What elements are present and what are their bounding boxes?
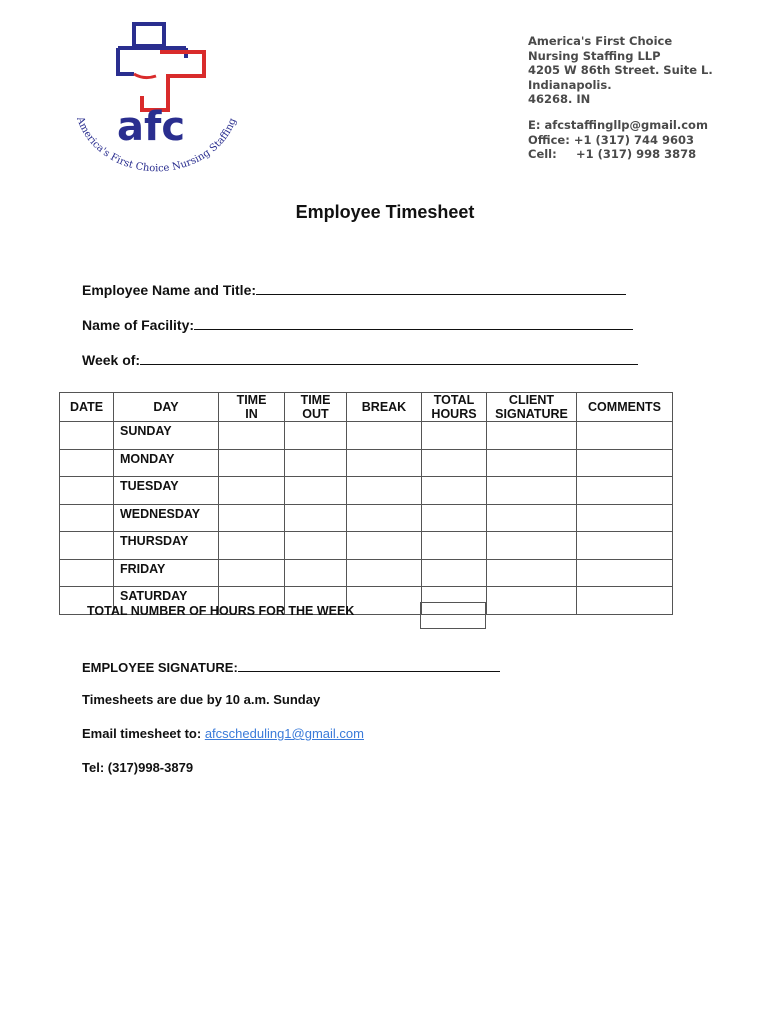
comments-cell[interactable] (577, 449, 673, 477)
scheduling-email-link[interactable]: afcscheduling1@gmail.com (204, 726, 364, 741)
client-signature-cell[interactable] (487, 587, 577, 615)
due-note: Timesheets are due by 10 a.m. Sunday (82, 692, 321, 707)
table-row (60, 477, 673, 505)
client-signature-cell[interactable] (487, 477, 577, 505)
date-cell[interactable] (60, 422, 114, 450)
day-cell: FRIDAY (114, 559, 219, 587)
client-signature-cell[interactable] (487, 504, 577, 532)
week-field[interactable] (82, 351, 638, 368)
comments-cell[interactable] (577, 587, 673, 615)
break-cell[interactable] (347, 449, 422, 477)
address-line: Nursing Staffing LLP (528, 48, 661, 63)
header-break: BREAK (347, 393, 422, 422)
time-in-cell[interactable] (219, 532, 285, 560)
time-in-cell[interactable] (219, 422, 285, 450)
client-signature-cell[interactable] (487, 422, 577, 450)
header-date: DATE (60, 393, 114, 422)
facility-line[interactable] (194, 316, 633, 330)
total-hours-cell[interactable] (422, 504, 487, 532)
date-cell[interactable] (60, 449, 114, 477)
email-line: E: afcstaffingllp@gmail.com (528, 118, 708, 132)
header-time-in: TIME IN (219, 393, 285, 422)
week-line[interactable] (140, 351, 638, 365)
facility-label: Name of Facility: (82, 317, 195, 333)
employee-signature-label: EMPLOYEE SIGNATURE: (82, 660, 238, 675)
address-line: Indianapolis. (528, 77, 612, 92)
table-row (60, 449, 673, 477)
date-cell[interactable] (60, 477, 114, 505)
address-line: 46268. IN (528, 92, 591, 107)
client-signature-cell[interactable] (487, 559, 577, 587)
table-header-row (60, 393, 673, 422)
time-out-cell[interactable] (285, 532, 347, 560)
table-row (60, 559, 673, 587)
comments-cell[interactable] (577, 504, 673, 532)
day-cell: THURSDAY (114, 532, 219, 560)
company-contact (528, 118, 708, 162)
header-day: DAY (114, 393, 219, 422)
employee-signature-field[interactable] (82, 658, 500, 675)
email-instruction (82, 726, 364, 741)
logo-arc-text: America's First Choice Nursing Staffing (74, 115, 239, 175)
cell-value: +1 (317) 998 3878 (576, 147, 697, 162)
day-cell: TUESDAY (114, 477, 219, 505)
time-out-cell[interactable] (285, 422, 347, 450)
total-hours-cell[interactable] (422, 449, 487, 477)
address-line: 4205 W 86th Street. Suite L. (528, 63, 713, 78)
table-row (60, 422, 673, 450)
break-cell[interactable] (347, 587, 422, 615)
time-in-cell[interactable] (219, 449, 285, 477)
comments-cell[interactable] (577, 532, 673, 560)
date-cell[interactable] (60, 559, 114, 587)
table-row (60, 504, 673, 532)
employee-name-field[interactable] (82, 281, 626, 298)
header-comments: COMMENTS (577, 393, 673, 422)
timesheet-table (59, 392, 673, 615)
time-out-cell[interactable] (285, 559, 347, 587)
telephone: Tel: (317)998-3879 (82, 760, 194, 775)
comments-cell[interactable] (577, 559, 673, 587)
total-hours-cell[interactable] (422, 559, 487, 587)
break-cell[interactable] (347, 559, 422, 587)
employee-signature-line[interactable] (238, 658, 500, 672)
header-client-signature: CLIENT SIGNATURE (487, 393, 577, 422)
page-title: Employee Timesheet (295, 202, 475, 222)
break-cell[interactable] (347, 477, 422, 505)
office-line: Office: +1 (317) 744 9603 (528, 132, 694, 147)
employee-name-line[interactable] (256, 281, 626, 295)
date-cell[interactable] (60, 532, 114, 560)
day-cell: MONDAY (114, 449, 219, 477)
time-out-cell[interactable] (285, 477, 347, 505)
break-cell[interactable] (347, 504, 422, 532)
total-hours-box[interactable] (420, 602, 486, 629)
client-signature-cell[interactable] (487, 532, 577, 560)
total-hours-cell[interactable] (422, 422, 487, 450)
facility-field[interactable] (82, 316, 633, 333)
day-cell: SUNDAY (114, 422, 219, 450)
company-logo (62, 18, 252, 178)
date-cell[interactable] (60, 504, 114, 532)
email-instruction-label: Email timesheet to: (82, 726, 205, 741)
total-hours-cell[interactable] (422, 532, 487, 560)
client-signature-cell[interactable] (487, 449, 577, 477)
time-in-cell[interactable] (219, 504, 285, 532)
total-hours-cell[interactable] (422, 477, 487, 505)
break-cell[interactable] (347, 532, 422, 560)
time-in-cell[interactable] (219, 559, 285, 587)
address-line: America's First Choice (528, 34, 673, 48)
day-cell: SATURDAY (114, 587, 219, 615)
break-cell[interactable] (347, 422, 422, 450)
header-time-out: TIME OUT (285, 393, 347, 422)
comments-cell[interactable] (577, 477, 673, 505)
cell-line (528, 147, 708, 162)
time-out-cell[interactable] (285, 449, 347, 477)
table-row (60, 532, 673, 560)
logo-text: afc (117, 104, 186, 150)
header-total-hours: TOTAL HOURS (422, 393, 487, 422)
week-label: Week of: (82, 352, 141, 368)
company-address (528, 34, 713, 107)
total-hours-label: TOTAL NUMBER OF HOURS FOR THE WEEK (87, 604, 355, 618)
comments-cell[interactable] (577, 422, 673, 450)
cell-label: Cell: (528, 147, 557, 162)
time-out-cell[interactable] (285, 504, 347, 532)
time-in-cell[interactable] (219, 477, 285, 505)
employee-name-label: Employee Name and Title: (82, 282, 257, 298)
day-cell: WEDNESDAY (114, 504, 219, 532)
